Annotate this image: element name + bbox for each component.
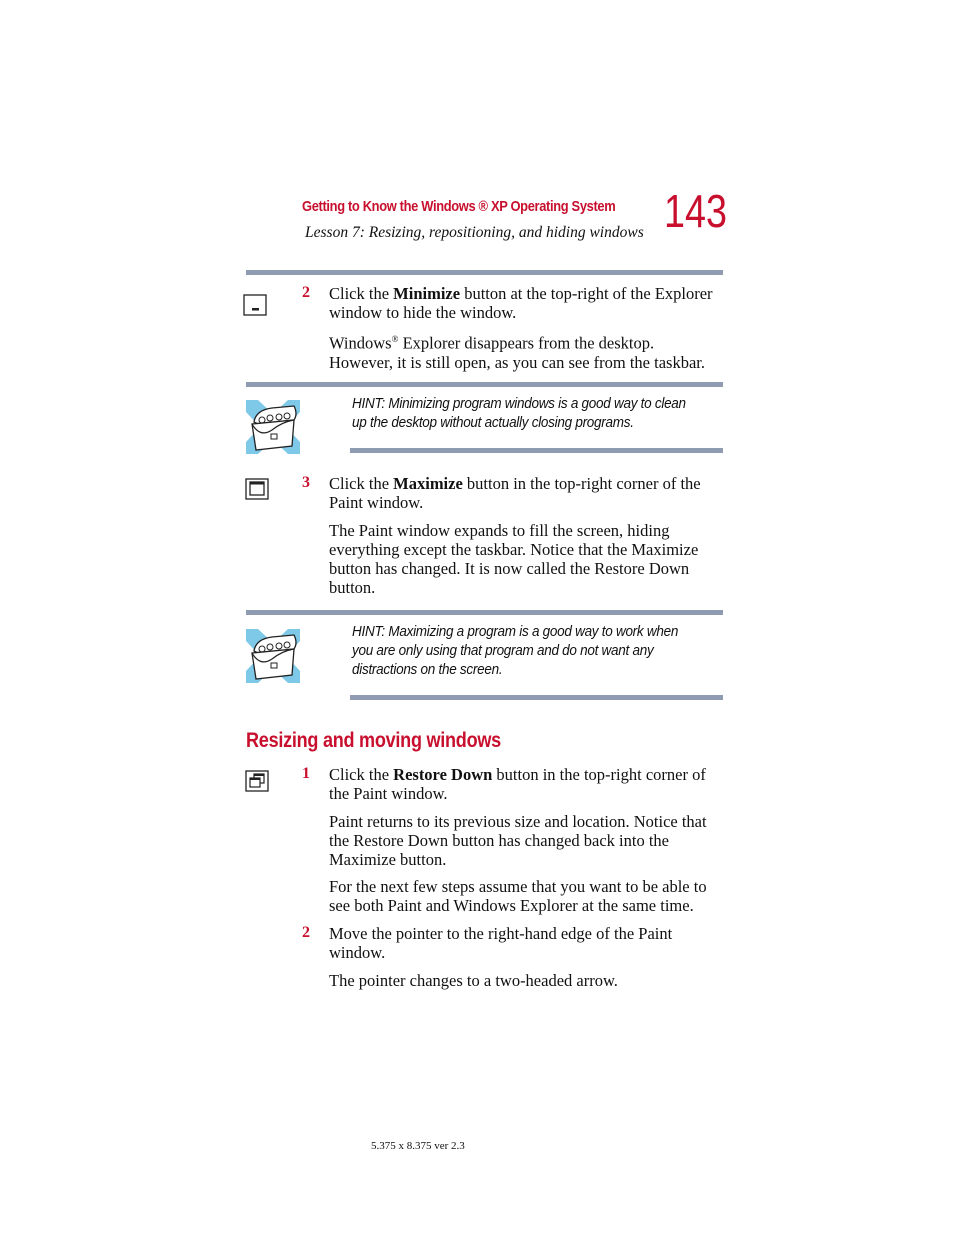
divider-rule (246, 382, 723, 387)
step-number: 2 (302, 924, 310, 941)
instruction-text: button at the top-right of the Explorer window to hide the window. (329, 284, 713, 322)
step-result: For the next few steps assume that you want to be able to see both Paint and Windows Explorer at the same time. (329, 877, 707, 915)
restore-down-button-icon (245, 770, 269, 797)
page-number: 143 (664, 185, 727, 237)
divider-rule (246, 270, 723, 275)
result-text: Windows (329, 333, 392, 353)
result-text: Explorer disappears from the desktop. However, it is still open, as you can see from the taskbar. (329, 333, 705, 372)
step-instruction (329, 474, 721, 512)
hint-chest-icon (246, 629, 300, 688)
divider-rule (246, 610, 723, 615)
instruction-text: Click the (329, 474, 394, 493)
step-instruction (329, 765, 721, 803)
registered-mark: ® (391, 334, 399, 344)
minimize-button-icon (243, 294, 267, 321)
step-instruction (329, 284, 721, 322)
step-result (329, 330, 721, 372)
instruction-text: button in the top-right corner of the Paint window. (329, 474, 701, 512)
maximize-button-icon (245, 478, 269, 505)
hint-text: HINT: Maximizing a program is a good way to work when you are only using that program and do not want any distractions on the screen. (352, 623, 679, 678)
step-number: 2 (302, 284, 310, 301)
step-result: The Paint window expands to fill the screen, hiding everything except the taskbar. Notice that the Maximize button has changed. It is now called the Restore Down button. (329, 521, 699, 597)
step-number: 3 (302, 474, 310, 491)
section-heading: Resizing and moving windows (246, 729, 501, 752)
step-instruction: Move the pointer to the right-hand edge of the Paint window. (329, 924, 673, 962)
instruction-text: Click the (329, 284, 394, 303)
hint-text: HINT: Minimizing program windows is a good way to clean up the desktop without actually closing programs. (352, 395, 686, 431)
step-result: The pointer changes to a two-headed arrow. (329, 971, 618, 990)
divider-rule (350, 448, 723, 453)
hint-chest-icon (246, 400, 300, 459)
footer-version: 5.375 x 8.375 ver 2.3 (371, 1140, 465, 1152)
step-result: Paint returns to its previous size and location. Notice that the Restore Down button has changed back into the Maximize button. (329, 812, 707, 869)
ui-term: Restore Down (393, 765, 493, 784)
running-header-lesson: Lesson 7: Resizing, repositioning, and hiding windows (305, 224, 644, 241)
ui-term: Minimize (393, 284, 461, 303)
running-header-title: Getting to Know the Windows ® XP Operating System (302, 198, 616, 215)
step-number: 1 (302, 765, 310, 782)
divider-rule (350, 695, 723, 700)
instruction-text: button in the top-right corner of the Paint window. (329, 765, 706, 803)
instruction-text: Click the (329, 765, 394, 784)
ui-term: Maximize (393, 474, 463, 493)
